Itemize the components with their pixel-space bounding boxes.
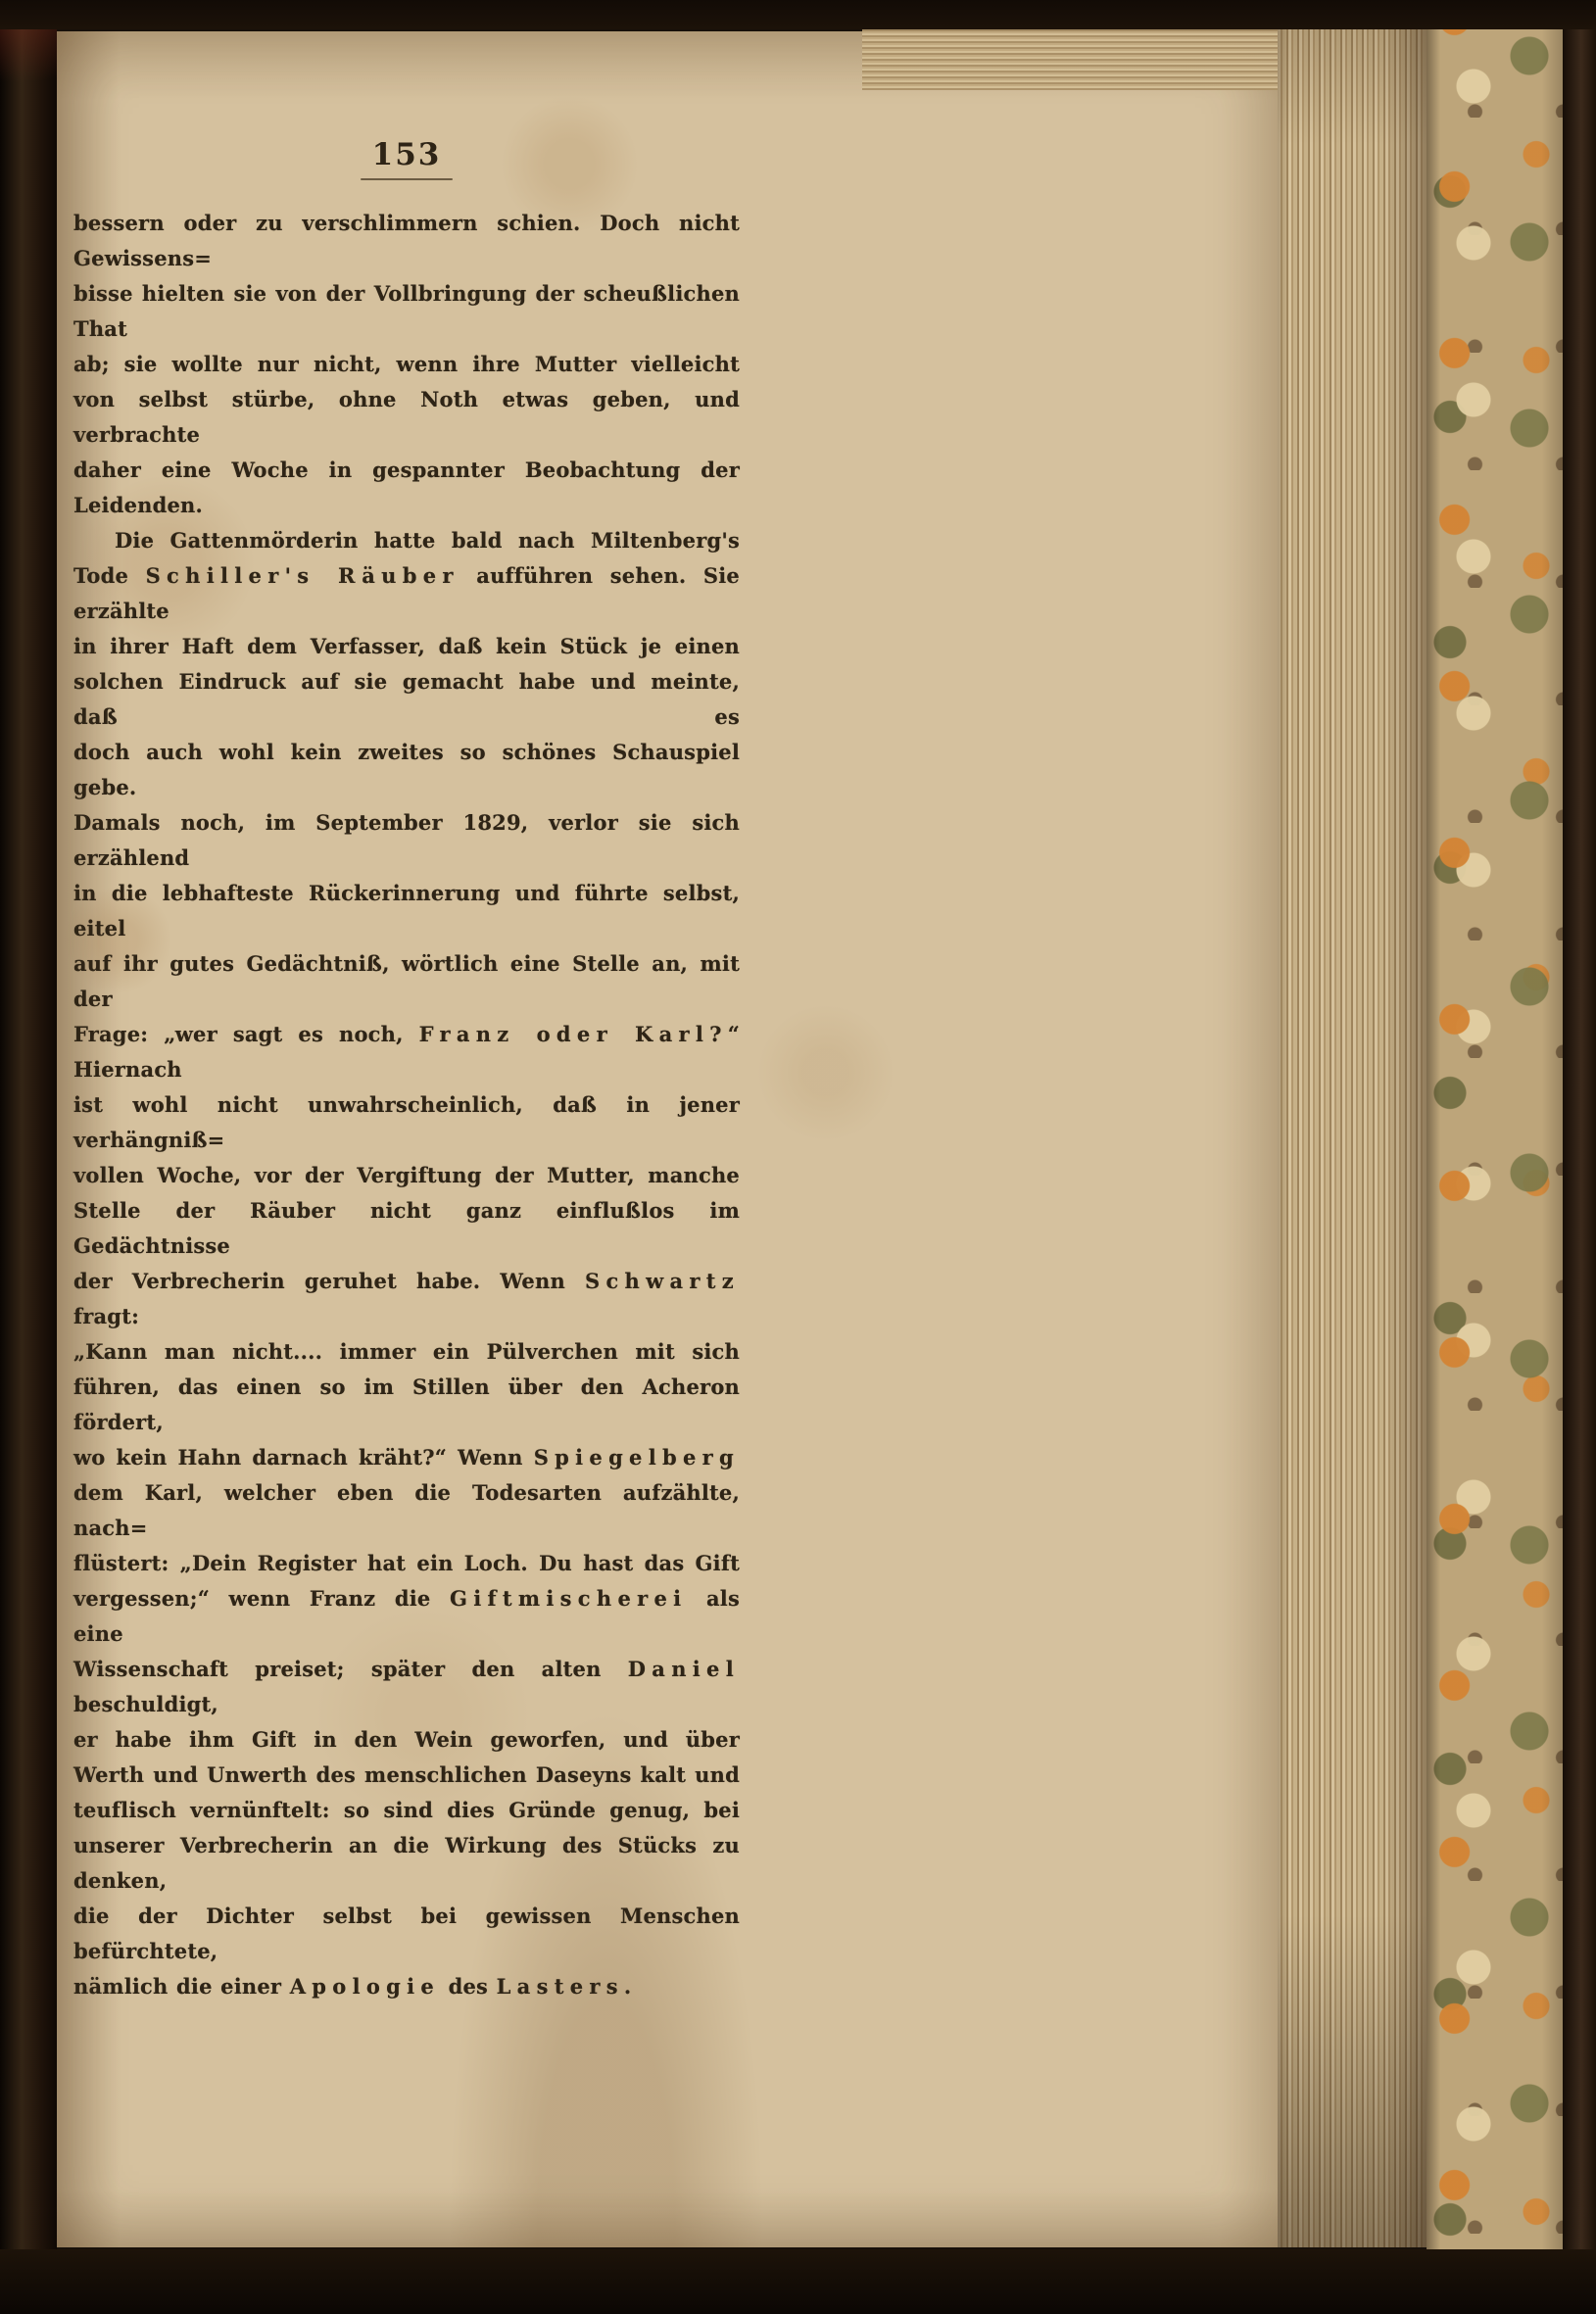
page-stack-top-edge [862, 27, 1280, 90]
text-line [73, 1334, 740, 1370]
text-line [73, 453, 740, 523]
text-segment: Werth und Unwerth des menschlichen Daseyns kalt und [73, 1762, 740, 1787]
text-line [73, 664, 740, 735]
text-segment: teuflisch vernünftelt: so sind dies Gründe genug, bei [73, 1798, 740, 1822]
text-line [73, 1899, 740, 1969]
text-line [73, 1652, 740, 1722]
text-line [73, 1581, 740, 1652]
text-segment: unserer Verbrecherin an die Wirkung des Stücks zu denken, [73, 1833, 740, 1893]
text-line [73, 1264, 740, 1334]
text-line [73, 805, 740, 876]
text-segment: der Verbrecherin geruhet habe. Wenn [73, 1269, 585, 1293]
text-segment: ist wohl nicht unwahrscheinlich, daß in jener verhängniß= [73, 1092, 740, 1152]
text-segment: Stelle der Räuber nicht ganz einflußlos im Gedächtnisse [73, 1198, 740, 1258]
emphasized-text: Apologie [289, 1974, 441, 1999]
text-line [73, 1546, 740, 1581]
text-line [73, 1758, 740, 1793]
page-number-rule [361, 178, 453, 180]
text-line [73, 1440, 740, 1475]
text-segment: nämlich die einer [73, 1974, 290, 1999]
text-line [73, 1793, 740, 1828]
emphasized-text: Daniel [627, 1657, 740, 1681]
text-line [73, 1722, 740, 1758]
text-line [73, 1828, 740, 1899]
frame-top [0, 0, 1596, 29]
text-segment: vollen Woche, vor der Vergiftung der Mutter, manche [73, 1163, 740, 1187]
text-line [73, 382, 740, 453]
text-line [73, 1158, 740, 1193]
text-segment: bisse hielten sie von der Vollbringung der scheußlichen That [73, 281, 740, 341]
frame-bottom [0, 2249, 1596, 2314]
text-segment: Wissenschaft preiset; später den alten [73, 1657, 628, 1681]
text-segment: . [623, 1974, 632, 1999]
text-segment: in die lebhafteste Rückerinnerung und führte selbst, eitel [73, 881, 740, 940]
text-line [73, 523, 740, 558]
emphasized-text: Franz oder Karl? [418, 1022, 728, 1046]
text-segment: Die Gattenmörderin hatte bald nach Miltenberg's [115, 528, 740, 553]
text-segment: als eine [73, 1586, 740, 1646]
text-segment: die der Dichter selbst bei gewissen Menschen befürchtete, [73, 1904, 740, 1963]
text-segment: Frage: „wer sagt es noch, [73, 1022, 419, 1046]
text-line [73, 1017, 740, 1087]
emphasized-text: Schiller's Räuber [145, 563, 459, 588]
text-line [73, 347, 740, 382]
text-segment: dem Karl, welcher eben die Todesarten aufzählte, nach= [73, 1480, 740, 1540]
text-line [73, 1193, 740, 1264]
text-segment: daher eine Woche in gespannter Beobachtung der Leidenden. [73, 458, 740, 517]
book-binding-left [0, 0, 57, 2314]
emphasized-text: Giftmischerei [450, 1586, 688, 1611]
text-segment: aufführen sehen. Sie erzählte [73, 563, 740, 623]
emphasized-text: Lasters [496, 1974, 624, 1999]
text-line [73, 1969, 740, 2004]
emphasized-text: Spiegelberg [533, 1445, 740, 1470]
text-line [73, 629, 740, 664]
text-segment: Damals noch, im September 1829, verlor sie sich erzählend [73, 810, 740, 870]
folio [73, 137, 740, 180]
text-segment: solchen Eindruck auf sie gemacht habe und meinte, daß es [73, 669, 740, 729]
text-line [73, 735, 740, 805]
leather-cover-edge [1563, 0, 1596, 2314]
text-segment: „Kann man nicht.... immer ein Pülverchen mit sich [73, 1339, 740, 1364]
text-segment: vergessen;“ wenn Franz die [73, 1586, 451, 1611]
text-segment: er habe ihm Gift in den Wein geworfen, und über [73, 1727, 740, 1752]
text-segment: Tode [73, 563, 146, 588]
text-line [73, 276, 740, 347]
text-segment: “ Hiernach [73, 1022, 741, 1082]
text-segment: führen, das einen so im Stillen über den Acheron fördert, [73, 1374, 740, 1434]
emphasized-text: Schwartz [585, 1269, 740, 1293]
page-number: 153 [371, 137, 442, 172]
text-segment: wo kein Hahn darnach kräht?“ Wenn [73, 1445, 534, 1470]
text-segment: fragt: [73, 1304, 140, 1328]
text-segment: von selbst stürbe, ohne Noth etwas geben, und verbrachte [73, 387, 740, 447]
text-segment: auf ihr gutes Gedächtniß, wörtlich eine Stelle an, mit der [73, 951, 740, 1011]
text-line [73, 1475, 740, 1546]
text-segment: ab; sie wollte nur nicht, wenn ihre Mutter vielleicht [73, 352, 740, 376]
text-line [73, 558, 740, 629]
text-segment: in ihrer Haft dem Verfasser, daß kein Stück je einen [73, 634, 740, 658]
text-line [73, 1370, 740, 1440]
text-line [73, 946, 740, 1017]
text-block [73, 206, 740, 2004]
text-segment: doch auch wohl kein zweites so schönes Schauspiel gebe. [73, 740, 740, 799]
book-page [57, 31, 1278, 2247]
text-segment: bessern oder zu verschlimmern schien. Doch nicht Gewissens= [73, 211, 740, 270]
page-stack-fore-edge [1278, 27, 1427, 2247]
text-segment: beschuldigt, [73, 1692, 218, 1716]
text-segment: flüstert: „Dein Register hat ein Loch. Du hast das Gift [73, 1551, 740, 1575]
text-segment: des [440, 1974, 497, 1999]
text-line [73, 1087, 740, 1158]
text-line [73, 876, 740, 946]
text-line [73, 206, 740, 276]
